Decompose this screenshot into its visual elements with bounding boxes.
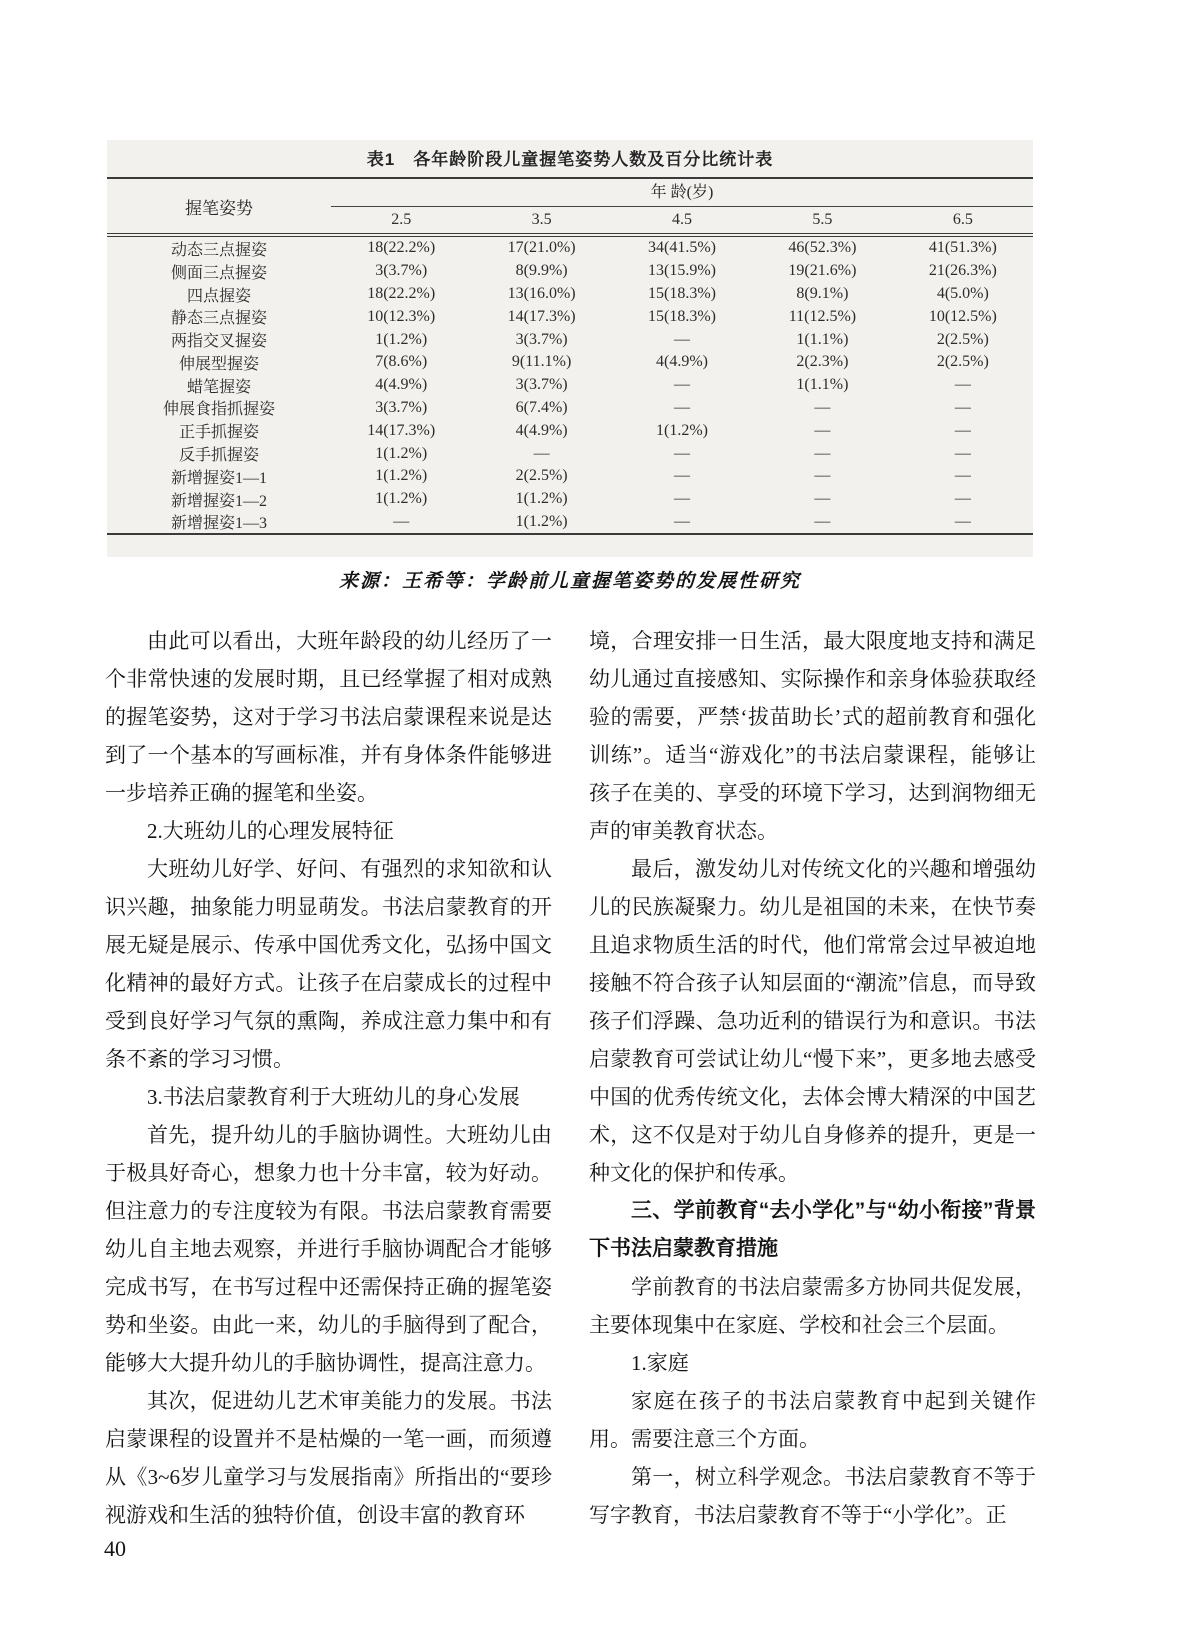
table-cell: 41(51.3%): [928, 239, 997, 257]
age-column-label: 3.5: [531, 211, 552, 228]
table-cell: —: [674, 330, 691, 348]
table-cell: —: [674, 376, 691, 394]
table-row: [107, 328, 1033, 351]
table-cell: 19(21.6%): [788, 262, 857, 280]
table-cell: —: [674, 490, 691, 508]
table-cell: —: [954, 398, 971, 416]
paragraph: 1.家庭: [631, 1351, 689, 1375]
table-row: [107, 237, 1033, 260]
paragraph: 2.大班幼儿的心理发展特征: [147, 819, 394, 843]
table-cell: 3(3.7%): [515, 330, 568, 348]
table-cell: —: [533, 444, 550, 462]
table-row: [107, 374, 1033, 397]
table-row: [107, 442, 1033, 465]
column-header-grip-posture: 握笔姿势: [185, 198, 253, 218]
table-cell: 4(5.0%): [936, 284, 989, 302]
table-cell: 1(1.1%): [796, 330, 849, 348]
row-label: 四点握姿: [186, 287, 251, 305]
table-cell: 4(4.9%): [375, 376, 428, 394]
paragraph: 由此可以看出，大班年龄段的幼儿经历了一个非常快速的发展时期，且已经掌握了相对成熟的握笔姿势，这对于学习书法启蒙课程来说是达到了一个基本的写画标准，并有身体条件能够进一步培养正确的握笔和坐姿。: [105, 629, 552, 805]
table-cell: 14(17.3%): [367, 421, 436, 439]
row-label: 动态三点握姿: [170, 241, 267, 259]
table-row: [107, 351, 1033, 374]
table-cell: 4(4.9%): [656, 353, 708, 371]
table-cell: 34(41.5%): [648, 239, 716, 257]
table-cell: —: [814, 512, 831, 530]
table-row: [107, 488, 1033, 511]
left-column: [105, 622, 552, 1534]
table-cell: 1(1.2%): [375, 330, 428, 348]
table-cell: 9(11.1%): [511, 353, 572, 371]
table-cell: —: [814, 444, 831, 462]
table-row: [107, 283, 1033, 306]
table-cell: 18(22.2%): [367, 284, 436, 302]
table-cell: 17(21.0%): [507, 239, 576, 257]
table-cell: —: [954, 467, 971, 485]
table-cell: 2(2.5%): [936, 330, 989, 348]
paragraph: 其次，促进幼儿艺术审美能力的发展。书法启蒙课程的设置并不是枯燥的一笔一画，而须遵从《3~6岁儿童学习与发展指南》所指出的“要珍视游戏和生活的独特价值，创设丰富的教育环: [105, 1389, 552, 1527]
table-cell: 11(12.5%): [788, 307, 857, 325]
paragraph: 最后，激发幼儿对传统文化的兴趣和增强幼儿的民族凝聚力。幼儿是祖国的未来，在快节奏且追求物质生活的时代，他们常常会过早被迫地接触不符合孩子认知层面的“潮流”信息，而导致孩子们浮躁、急功近利的错误行为和意识。书法启蒙教育可尝试让幼儿“慢下来”，更多地去感受中国的优秀传统文化，去体会博大精深的中国艺术，这不仅是对于幼儿自身修养的提升，更是一种文化的保护和传承。: [589, 857, 1036, 1185]
table-bottom-rule: [107, 533, 1033, 557]
paragraph: 3.书法启蒙教育利于大班幼儿的身心发展: [147, 1085, 520, 1109]
table-row: [107, 419, 1033, 442]
table-cell: —: [954, 444, 971, 462]
table-cell: 2(2.5%): [515, 467, 568, 485]
row-label: 反手抓握姿: [178, 447, 259, 465]
table-cell: 2(2.3%): [796, 353, 849, 371]
row-label: 蜡笔握姿: [186, 378, 251, 396]
statistics-table-figure: [107, 140, 1033, 557]
grip-table-rows: [107, 237, 1033, 533]
table-cell: 1(1.2%): [656, 421, 708, 439]
table-cell: 46(52.3%): [788, 239, 857, 257]
age-column-label: 2.5: [391, 211, 412, 228]
table-cell: 4(4.9%): [515, 421, 568, 439]
table-cell: 10(12.3%): [367, 307, 436, 325]
row-label: 正手抓握姿: [178, 424, 259, 442]
row-label: 静态三点握姿: [170, 310, 267, 328]
table-cell: —: [674, 467, 691, 485]
table-cell: 7(8.6%): [375, 353, 428, 371]
table-cell: —: [814, 398, 831, 416]
table-cell: 10(12.5%): [928, 307, 997, 325]
table-cell: 1(1.2%): [515, 512, 568, 530]
table-cell: 21(26.3%): [928, 262, 997, 280]
table-cell: —: [674, 444, 691, 462]
row-label: 新增握姿1—2: [170, 492, 267, 510]
table-cell: —: [814, 421, 831, 439]
table-cell: 18(22.2%): [367, 239, 436, 257]
table-cell: 1(1.2%): [375, 490, 428, 508]
table-cell: 3(3.7%): [515, 376, 568, 394]
table-source-citation: 来源：王希等：学龄前儿童握笔姿势的发展性研究: [338, 571, 801, 592]
row-label: 新增握姿1—1: [170, 469, 267, 487]
page-number: 40: [104, 1536, 126, 1561]
table-cell: 1(1.1%): [796, 376, 849, 394]
table-cell: 1(1.2%): [375, 444, 428, 462]
table-cell: —: [393, 512, 410, 530]
table-row: [107, 397, 1033, 420]
table-row: [107, 305, 1033, 328]
paragraph: 境，合理安排一日生活，最大限度地支持和满足幼儿通过直接感知、实际操作和亲身体验获取经验的需要，严禁‘拔苗助长’式的超前教育和强化训练”。适当“游戏化”的书法启蒙课程，能够让孩子在美的、享受的环境下学习，达到润物细无声的审美教育状态。: [589, 629, 1036, 843]
paragraph: 第一，树立科学观念。书法启蒙教育不等于写字教育，书法启蒙教育不等于“小学化”。正: [589, 1465, 1036, 1527]
paragraph: 家庭在孩子的书法启蒙教育中起到关键作用。需要注意三个方面。: [589, 1389, 1036, 1451]
table-cell: —: [954, 376, 971, 394]
table-cell: 14(17.3%): [507, 307, 576, 325]
table-cell: —: [814, 467, 831, 485]
paragraph: 大班幼儿好学、好问、有强烈的求知欲和认识兴趣，抽象能力明显萌发。书法启蒙教育的开展无疑是展示、传承中国优秀文化，弘扬中国文化精神的最好方式。让孩子在启蒙成长的过程中受到良好学习气氛的熏陶，养成注意力集中和有条不紊的学习习惯。: [105, 857, 552, 1071]
table-row: [107, 465, 1033, 488]
table-cell: 13(15.9%): [648, 262, 716, 280]
table-cell: 6(7.4%): [515, 398, 568, 416]
table-cell: 15(18.3%): [648, 307, 716, 325]
row-label: 伸展型握姿: [178, 355, 259, 373]
table-cell: —: [674, 398, 691, 416]
table-cell: 15(18.3%): [648, 284, 716, 302]
table-header: [107, 179, 1033, 233]
table-cell: —: [674, 512, 691, 530]
paragraph: 学前教育的书法启蒙需多方协同共促发展，主要体现集中在家庭、学校和社会三个层面。: [589, 1275, 1036, 1337]
column-header-age: 年 龄(岁): [331, 179, 1033, 207]
table-cell: —: [814, 490, 831, 508]
table-row: [107, 511, 1033, 534]
table-cell: —: [954, 512, 971, 530]
table-row: [107, 260, 1033, 283]
table-cell: 1(1.2%): [515, 490, 568, 508]
right-column: [589, 622, 1036, 1534]
table-cell: 3(3.7%): [375, 262, 428, 280]
row-label: 伸展食指抓握姿: [162, 401, 275, 419]
paragraph: 首先，提升幼儿的手脑协调性。大班幼儿由于极具好奇心，想象力也十分丰富，较为好动。但注意力的专注度较为有限。书法启蒙教育需要幼儿自主地去观察，并进行手脑协调配合才能够完成书写，在书写过程中还需保持正确的握笔姿势和坐姿。由此一来，幼儿的手脑得到了配合，能够大大提升幼儿的手脑协调性，提高注意力。: [105, 1123, 552, 1375]
row-label: 侧面三点握姿: [170, 264, 267, 282]
row-label: 两指交叉握姿: [170, 333, 267, 351]
table-cell: 1(1.2%): [375, 467, 428, 485]
table-cell: —: [954, 421, 971, 439]
table-cell: —: [954, 490, 971, 508]
table-title: 表1 各年龄阶段儿童握笔姿势人数及百分比统计表: [366, 150, 774, 169]
age-column-label: 6.5: [952, 211, 973, 228]
table-cell: 2(2.5%): [936, 353, 989, 371]
section-heading: 三、学前教育“去小学化”与“幼小衔接”背景下书法启蒙教育措施: [589, 1199, 1036, 1260]
table-cell: 8(9.1%): [796, 284, 849, 302]
table-cell: 13(16.0%): [507, 284, 576, 302]
table-cell: 3(3.7%): [375, 398, 428, 416]
table-cell: 8(9.9%): [515, 262, 568, 280]
age-column-label: 5.5: [812, 211, 833, 228]
row-label: 新增握姿1—3: [170, 515, 267, 533]
age-column-label: 4.5: [672, 211, 693, 228]
